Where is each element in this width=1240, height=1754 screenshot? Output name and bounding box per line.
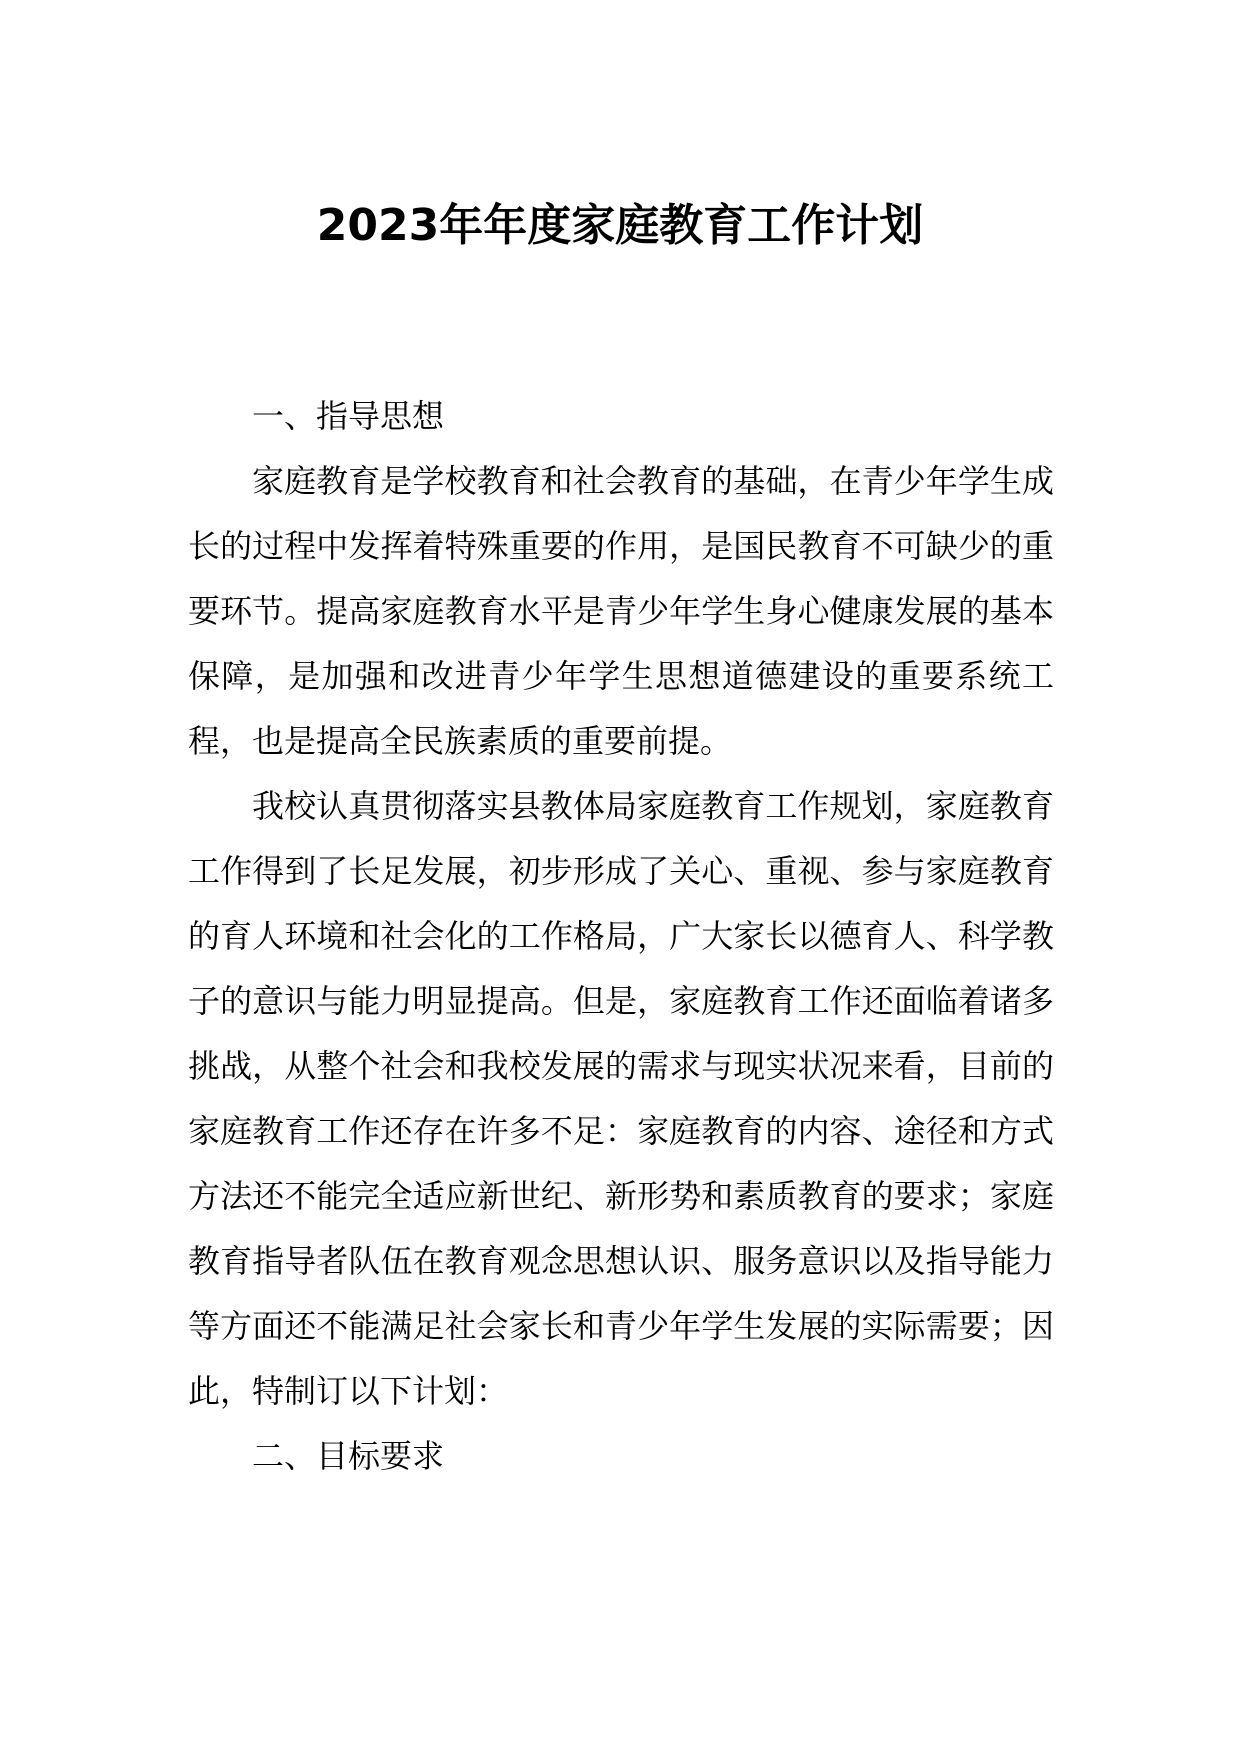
section-heading-guiding-ideology: 一、指导思想 xyxy=(252,397,445,435)
document-body xyxy=(188,384,1054,1489)
document-title: 2023年年度家庭教育工作计划 xyxy=(316,200,924,251)
paragraph-family-education-foundation: 家庭教育是学校教育和社会教育的基础，在青少年学生成长的过程中发挥着特殊重要的作用，是国民教育不可缺少的重要环节。提高家庭教育水平是青少年学生身心健康发展的基本保障，是加强和改进青少年学生思想道德建设的重要系统工程，也是提高全民族素质的重要前提。 xyxy=(188,462,1054,760)
paragraph-school-implementation: 我校认真贯彻落实县教体局家庭教育工作规划，家庭教育工作得到了长足发展，初步形成了关心、重视、参与家庭教育的育人环境和社会化的工作格局，广大家长以德育人、科学教子的意识与能力明显提高。但是，家庭教育工作还面临着诸多挑战，从整个社会和我校发展的需求与现实状况来看，目前的家庭教育工作还存在许多不足：家庭教育的内容、途径和方式方法还不能完全适应新世纪、新形势和素质教育的要求；家庭教育指导者队伍在教育观念思想认识、服务意识以及指导能力等方面还不能满足社会家长和青少年学生发展的实际需要；因此，特制订以下计划： xyxy=(188,787,1054,1410)
section-heading-objectives: 二、目标要求 xyxy=(252,1437,445,1475)
